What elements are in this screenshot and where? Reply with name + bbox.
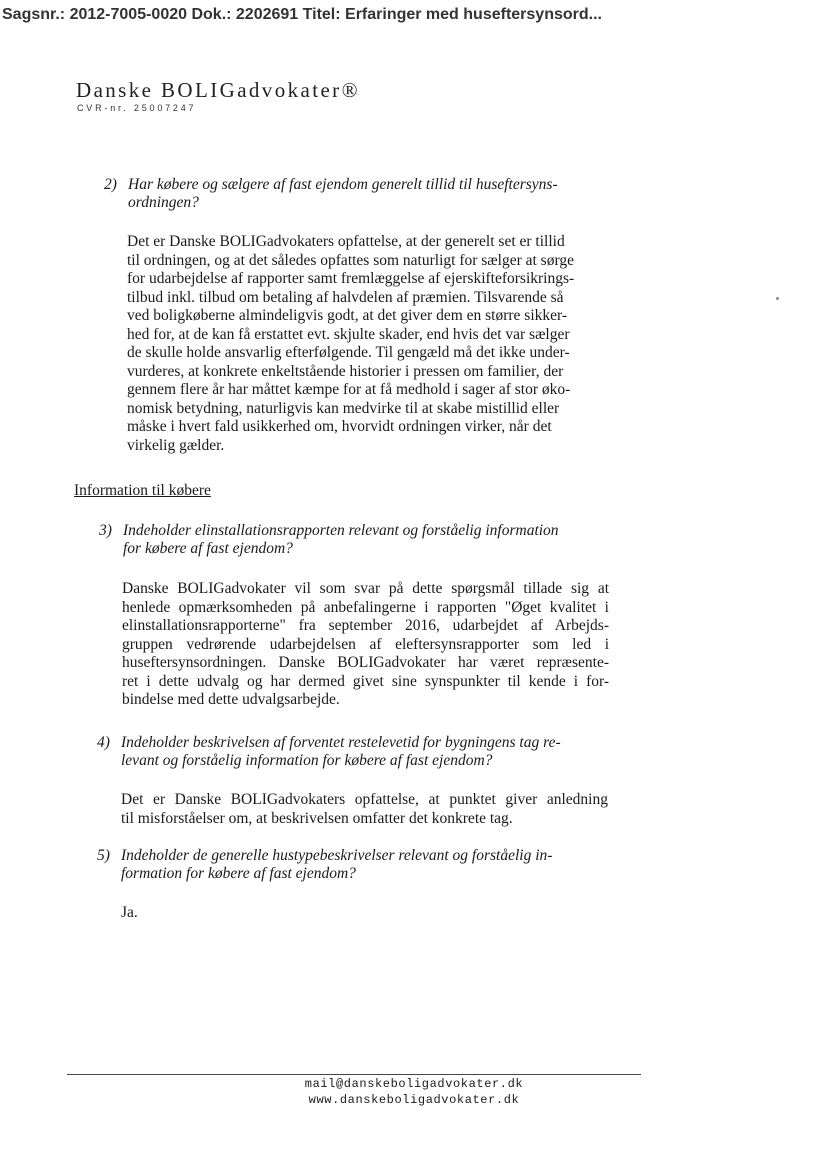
answer-line: ved boligkøberne almindeligvis godt, at det giver dem en større sikker- (127, 307, 568, 324)
answer-line: til misforståelser om, at beskrivelsen omfatter det konkrete tag. (121, 809, 513, 827)
question-line: Indeholder de generelle hustypebeskrivelser relevant og forståelig in- (121, 847, 553, 864)
answer-line: ret i dette udvalg og har dermed givet sine synspunkter til kende i for- (122, 672, 609, 690)
question-number: 4) (97, 734, 110, 751)
question-line: Indeholder elinstallationsrapporten relevant og forståelig information (123, 522, 559, 539)
answer-line: virkelig gælder. (127, 436, 225, 454)
question-4 (97, 734, 561, 770)
question-3 (99, 522, 559, 558)
cvr-number: CVR-nr. 25007247 (77, 103, 197, 113)
answer-4 (121, 791, 608, 828)
answer-line: for udarbejdelse af rapporter samt fremlæggelse af ejerskifteforsikrings- (127, 270, 575, 287)
footer (0, 1076, 828, 1108)
answer-line: hed for, at de kan få erstattet evt. skjulte skader, end hvis det var sælger (127, 325, 570, 343)
answer-line: Det er Danske BOLIGadvokaters opfattelse, at der generelt set er tillid (127, 233, 565, 250)
question-line: formation for købere af fast ejendom? (121, 865, 356, 882)
question-line: Har købere og sælgere af fast ejendom generelt tillid til huseftersyns- (128, 176, 558, 193)
answer-line: vurderes, at konkrete enkeltstående historier i pressen om familier, der (127, 362, 564, 380)
footer-website: www.danskeboligadvokater.dk (308, 1093, 520, 1107)
answer-line: til ordningen, og at det således opfattes som naturligt for sælger at sørge (127, 251, 574, 269)
question-number: 5) (97, 847, 110, 864)
question-number: 2) (104, 176, 117, 193)
question-line: for købere af fast ejendom? (123, 540, 293, 557)
answer-line: nomisk betydning, naturligvis kan medvirke til at skabe mistillid eller (127, 399, 560, 417)
question-2 (104, 176, 558, 212)
question-line: ordningen? (128, 194, 199, 211)
footer-divider (67, 1074, 641, 1075)
answer-2 (127, 233, 574, 455)
answer-line: elinstallationsrapporterne" fra september 2016, udarbejdet af Arbejds- (122, 617, 609, 634)
answer-line: bindelse med dette udvalgsarbejde. (122, 691, 340, 708)
answer-line: gruppen vedrørende udarbejdelsen af eleftersynsrapporter som led i (122, 635, 609, 653)
question-number: 3) (99, 522, 112, 539)
case-header: Sagsnr.: 2012-7005-0020 Dok.: 2202691 Titel: Erfaringer med huseftersynsord... (2, 6, 602, 23)
answer-5: Ja. (121, 904, 138, 921)
answer-3 (122, 580, 609, 710)
question-5 (97, 847, 552, 883)
question-line: Indeholder beskrivelsen af forventet restelevetid for bygningens tag re- (121, 734, 561, 751)
scan-speck (776, 297, 779, 300)
footer-email: mail@danskeboligadvokater.dk (304, 1077, 524, 1091)
answer-line: huseftersynsordningen. Danske BOLIGadvokater har været repræsente- (122, 654, 609, 671)
question-line: levant og forståelig information for købere af fast ejendom? (121, 752, 493, 769)
section-heading: Information til købere (74, 482, 211, 499)
answer-line: gennem flere år har måttet kæmpe for at få medhold i sager af stor øko- (127, 381, 571, 398)
answer-line: tilbud inkl. tilbud om betaling af halvdelen af præmien. Tilsvarende så (127, 288, 564, 306)
answer-line: de skulle holde ansvarlig efterfølgende. Til gengæld må det ikke under- (127, 344, 570, 361)
answer-line: Danske BOLIGadvokater vil som svar på dette spørgsmål tillade sig at (122, 580, 609, 597)
answer-line: måske i hvert fald usikkerhed om, hvorvidt ordningen virker, når det (127, 418, 552, 435)
firm-name: Danske BOLIGadvokater® (76, 78, 360, 102)
answer-line: Det er Danske BOLIGadvokaters opfattelse, at punktet giver anledning (121, 791, 608, 808)
answer-line: henlede opmærksomheden på anbefalingerne i rapporten "Øget kvalitet i (122, 598, 609, 616)
